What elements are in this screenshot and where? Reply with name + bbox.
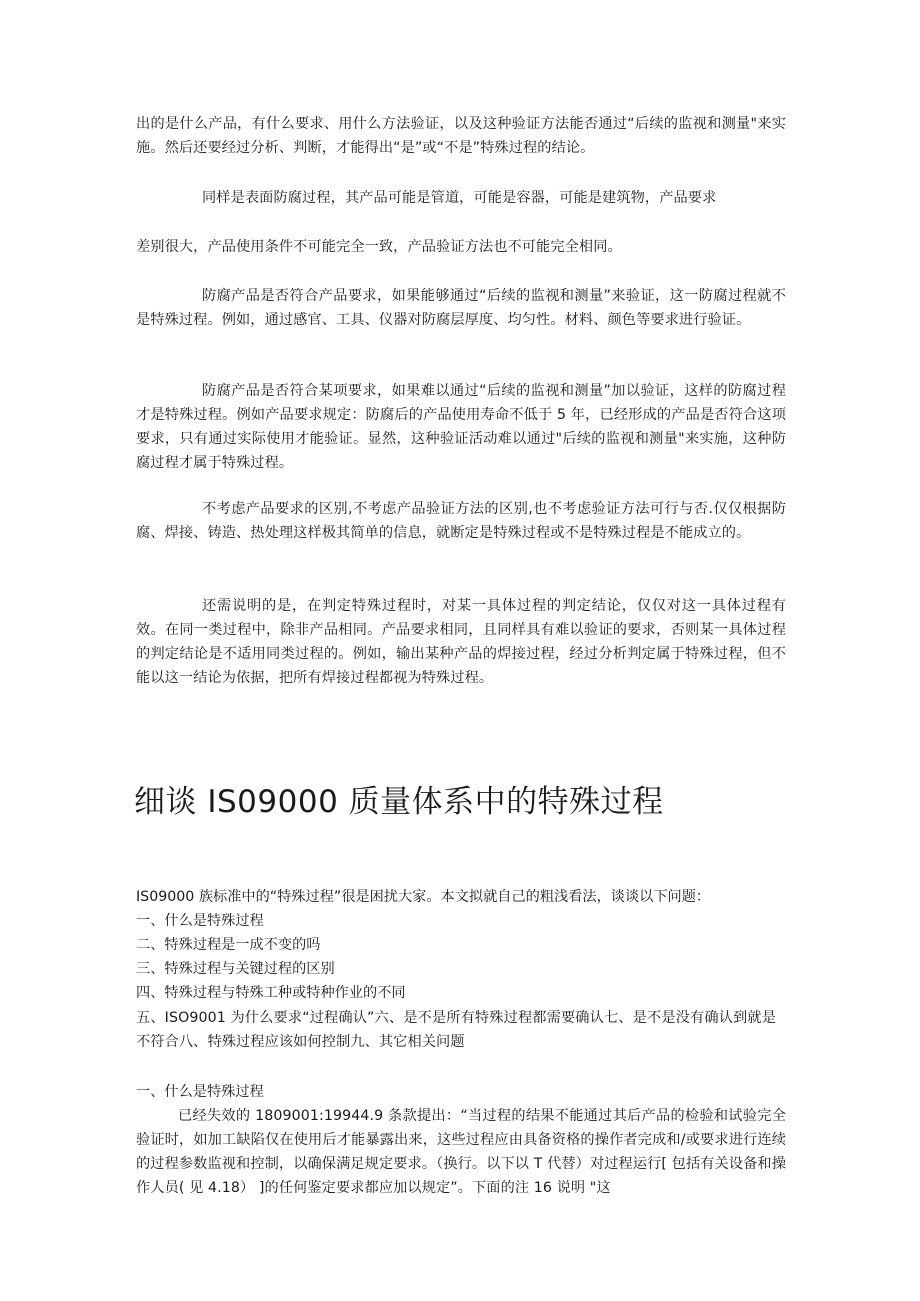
paragraph-is-special-process: 防腐产品是否符合某项要求，如果难以通过“后续的监视和测量”加以验证，这样的防腐过程才是特殊过程。例如产品要求规定：防腐后的产品使用寿命不低于 5 年，已经形成的产品是否符合这项要求，只有通过实际使用才能验证。显然，这种验证活动难以通过"后续的监视和测量"来实施，这种防腐过程才属于特殊过程。 xyxy=(136,383,786,471)
section-paragraph: 已经失效的 1809001:19944.9 条款提出：“当过程的结果不能通过其后产品的检验和试验完全验证时，如加工缺陷仅在使用后才能暴露出来，这些过程应由具备资格的操作者完成和/或要求进行连续的过程参数监视和控制，以确保满足规定要求。（换行。以下以 T 代替）对过程运行[ 包括有关设备和操作人员( 见 4.18） ]的任何鉴定要求都应加以规定”。下面的注 16 说明 "这 xyxy=(136,1108,786,1196)
paragraph-anticorrosion-intro: 同样是表面防腐过程，其产品可能是管道，可能是容器，可能是建筑物，产品要求 xyxy=(202,190,717,206)
list-item: 四、特殊过程与特殊工种或特种作业的不同 xyxy=(136,985,406,1001)
paragraph-not-special-process: 防腐产品是否符合产品要求，如果能够通过“后续的监视和测量”来验证，这一防腐过程就不是特殊过程。例如，通过感官、工具、仪器对防腐层厚度、均匀性。材料、颜色等要求进行验证。 xyxy=(136,288,786,328)
intro-line: IS09000 族标准中的“特殊过程”很是困扰大家。本文拟就自己的粗浅看法，谈谈以下问题： xyxy=(136,889,711,905)
list-item: 一、什么是特殊过程 xyxy=(136,913,264,929)
paragraph-invalid-judgement: 不考虑产品要求的区别,不考虑产品验证方法的区别,也不考虑验证方法可行与否.仅仅根据防腐、焊接、铸造、热处理这样极其简单的信息，就断定是特殊过程或不是特殊过程是不能成立的。 xyxy=(136,501,786,541)
paragraph-judgement-scope: 还需说明的是，在判定特殊过程时，对某一具体过程的判定结论，仅仅对这一具体过程有效。在同一类过程中，除非产品相同。产品要求相同，且同样具有难以验证的要求，否则某一具体过程的判定结论是不适用同类过程的。例如，输出某种产品的焊接过程，经过分析判定属于特殊过程，但不能以这一结论为依据，把所有焊接过程都视为特殊过程。 xyxy=(136,598,786,686)
section-heading: 一、什么是特殊过程 xyxy=(136,1084,264,1100)
list-item-five-to-nine: 五、ISO9001 为什么要求“过程确认”六、是不是所有特殊过程都需要确认七、是不是没有确认到就是不符合八、特殊过程应该如何控制九、其它相关问题 xyxy=(136,1010,776,1050)
list-item: 三、特殊过程与关键过程的区别 xyxy=(136,961,335,977)
paragraph-anticorrosion-difference: 差别很大，产品使用条件不可能完全一致，产品验证方法也不可能完全相同。 xyxy=(136,239,622,255)
article-title: 细谈 IS09000 质量体系中的特殊过程 xyxy=(134,784,664,820)
paragraph-conclusion: 出的是什么产品，有什么要求、用什么方法验证，以及这种验证方法能否通过“后续的监视和测量"来实施。然后还要经过分析、判断，才能得出“是”或“不是”特殊过程的结论。 xyxy=(136,116,786,156)
list-item: 二、特殊过程是一成不变的吗 xyxy=(136,937,321,953)
